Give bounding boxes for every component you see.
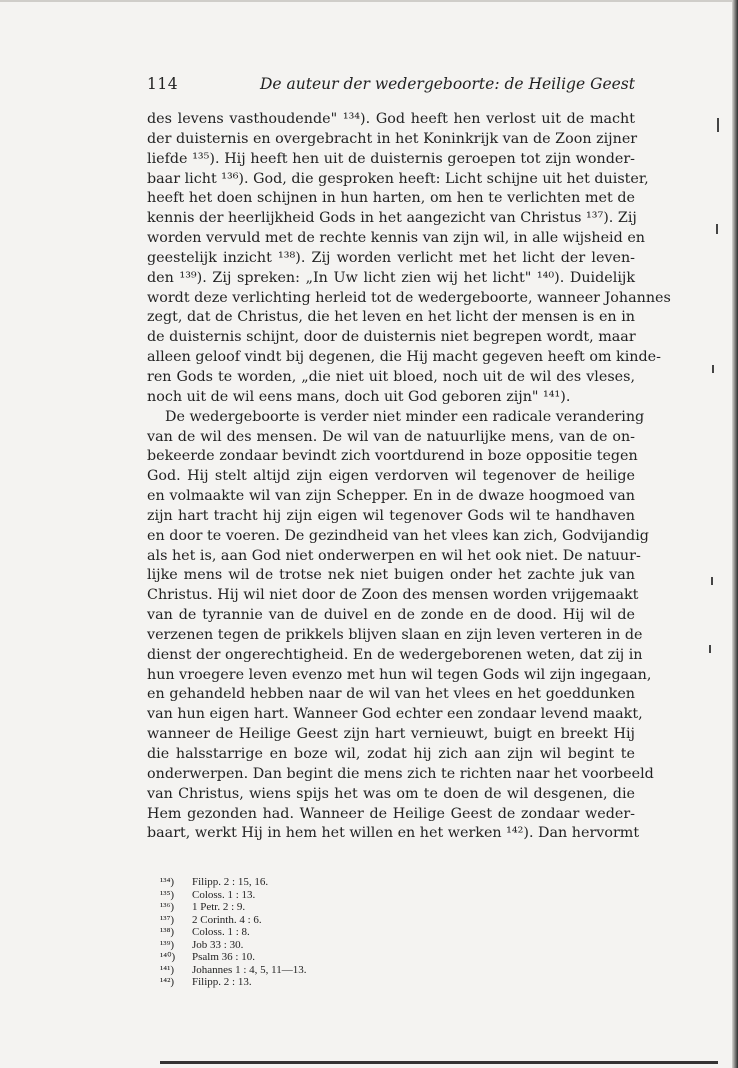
text-line: den ¹³⁹). Zij spreken: „In Uw licht zien wij het licht" ¹⁴⁰). Duidelijk [147, 269, 635, 286]
footnote-marker: ¹³⁸) [160, 926, 175, 938]
footnote-marker: ¹³⁷) [160, 913, 175, 926]
text-line: heeft het doen schijnen in hun harten, om hen te verlichten met de [147, 190, 635, 207]
footnote-marker: ¹⁴⁰) [160, 951, 176, 963]
footnote-text: Job 33 : 30. [192, 938, 244, 951]
footnote [160, 926, 480, 939]
text-line: des levens vasthoudende" ¹³⁴). God heeft hen verlost uit de macht [147, 111, 635, 127]
body-text [147, 110, 671, 844]
text-line: alleen geloof vindt bij degenen, die Hij macht gegeven heeft om kinde- [147, 349, 661, 366]
text-line: van de tyrannie van de duivel en de zonde en de dood. Hij wil de [147, 607, 635, 624]
footnote-marker: ¹³⁴) [160, 876, 175, 888]
footnote-marker: ¹³⁵) [160, 888, 175, 901]
text-line: hun vroegere leven evenzo met hun wil tegen Gods wil zijn ingegaan, [147, 666, 652, 683]
footnote [160, 889, 480, 902]
margin-mark [709, 645, 711, 653]
text-line: van de wil des mensen. De wil van de natuurlijke mens, van de on- [147, 428, 635, 445]
text-line: wordt deze verlichting herleid tot de wedergeboorte, wanneer Johannes [147, 289, 671, 306]
text-line: bekeerde zondaar bevindt zich voortdurend in boze oppositie tegen [147, 448, 638, 465]
text-line: baar licht ¹³⁶). God, die gesproken heeft: Licht schijne uit het duister, [147, 170, 649, 187]
running-title: De auteur der wedergeboorte: de Heilige Geest [259, 75, 635, 93]
text-line: en door te voeren. De gezindheid van het vlees kan zich, Godvijandig [147, 527, 649, 544]
page-top-edge [0, 0, 738, 2]
footnote [160, 939, 480, 952]
text-line: De wedergeboorte is verder niet minder een radicale verandering [165, 408, 645, 425]
page-number: 114 [147, 75, 179, 93]
footnote-text: Coloss. 1 : 8. [192, 926, 250, 938]
text-line: God. Hij stelt altijd zijn eigen verdorven wil tegenover de heilige [147, 468, 635, 485]
text-line: liefde ¹³⁵). Hij heeft hen uit de duisternis geroepen tot zijn wonder- [147, 150, 635, 167]
footnote-text: 1 Petr. 2 : 9. [192, 901, 246, 913]
footnote [160, 976, 480, 989]
footnote-text: Johannes 1 : 4, 5, 11—13. [192, 963, 307, 976]
text-line: verzenen tegen de prikkels blijven slaan en zijn leven verteren in de [147, 626, 643, 643]
text-line: dienst der ongerechtigheid. En de wedergeborenen weten, dat zij in [147, 646, 643, 663]
text-line: geestelijk inzicht ¹³⁸). Zij worden verlicht met het licht der leven- [147, 249, 635, 266]
margin-mark [717, 118, 719, 132]
footnote-marker: ¹⁴¹) [160, 963, 175, 976]
text-line: als het is, aan God niet onderwerpen en wil het ook niet. De natuur- [147, 547, 641, 564]
page-bottom-edge [160, 1061, 718, 1064]
page-right-edge [732, 0, 738, 1068]
margin-mark [712, 365, 714, 373]
margin-mark [716, 224, 718, 234]
text-line: kennis der heerlijkheid Gods in het aangezicht van Christus ¹³⁷). Zij [147, 210, 637, 227]
footnotes [160, 876, 480, 989]
text-line: en volmaakte wil van zijn Schepper. En in de dwaze hoogmoed van [147, 488, 635, 505]
text-line: zijn hart tracht hij zijn eigen wil tegenover Gods wil te handhaven [147, 507, 635, 524]
footnote-marker: ¹³⁶) [160, 901, 175, 913]
text-line: wanneer de Heilige Geest zijn hart vernieuwt, buigt en breekt Hij [147, 726, 635, 743]
text-line: van hun eigen hart. Wanneer God echter een zondaar levend maakt, [147, 706, 643, 723]
page-header [147, 75, 635, 97]
footnote-text: Coloss. 1 : 13. [192, 888, 256, 901]
text-line: lijke mens wil de trotse nek niet buigen onder het zachte juk van [147, 567, 635, 584]
text-line: en gehandeld hebben naar de wil van het vlees en het goeddunken [147, 686, 635, 703]
text-line: der duisternis en overgebracht in het Koninkrijk van de Zoon zijner [147, 130, 638, 147]
text-line: de duisternis schijnt, door de duisternis niet begrepen wordt, maar [147, 329, 636, 346]
text-line: worden vervuld met de rechte kennis van zijn wil, in alle wijsheid en [147, 230, 645, 247]
footnote [160, 964, 480, 977]
text-line: van Christus, wiens spijs het was om te doen de wil desgenen, die [147, 785, 635, 802]
text-line: Hem gezonden had. Wanneer de Heilige Geest de zondaar weder- [147, 805, 635, 822]
margin-mark [711, 577, 713, 585]
text-line: baart, werkt Hij in hem het willen en het werken ¹⁴²). Dan hervormt [147, 825, 640, 842]
footnote-marker: ¹³⁹) [160, 938, 175, 951]
footnote-text: 2 Corinth. 4 : 6. [192, 913, 262, 926]
text-line: noch uit de wil eens mans, doch uit God geboren zijn" ¹⁴¹). [147, 388, 571, 405]
footnote [160, 876, 480, 889]
text-line: onderwerpen. Dan begint die mens zich te richten naar het voorbeeld [147, 765, 654, 782]
footnote-text: Filipp. 2 : 13. [192, 976, 252, 988]
footnote-text: Psalm 36 : 10. [192, 951, 255, 963]
text-line: die halsstarrige en boze wil, zodat hij zich aan zijn wil begint te [147, 746, 635, 762]
text-line: ren Gods te worden, „die niet uit bloed, noch uit de wil des vleses, [147, 368, 635, 385]
footnote [160, 914, 480, 927]
footnote-text: Filipp. 2 : 15, 16. [192, 876, 269, 888]
footnote [160, 951, 480, 964]
footnote-marker: ¹⁴²) [160, 976, 175, 988]
footnote [160, 901, 480, 914]
text-line: Christus. Hij wil niet door de Zoon des mensen worden vrijgemaakt [147, 587, 639, 604]
text-line: zegt, dat de Christus, die het leven en het licht der mensen is en in [147, 309, 635, 326]
